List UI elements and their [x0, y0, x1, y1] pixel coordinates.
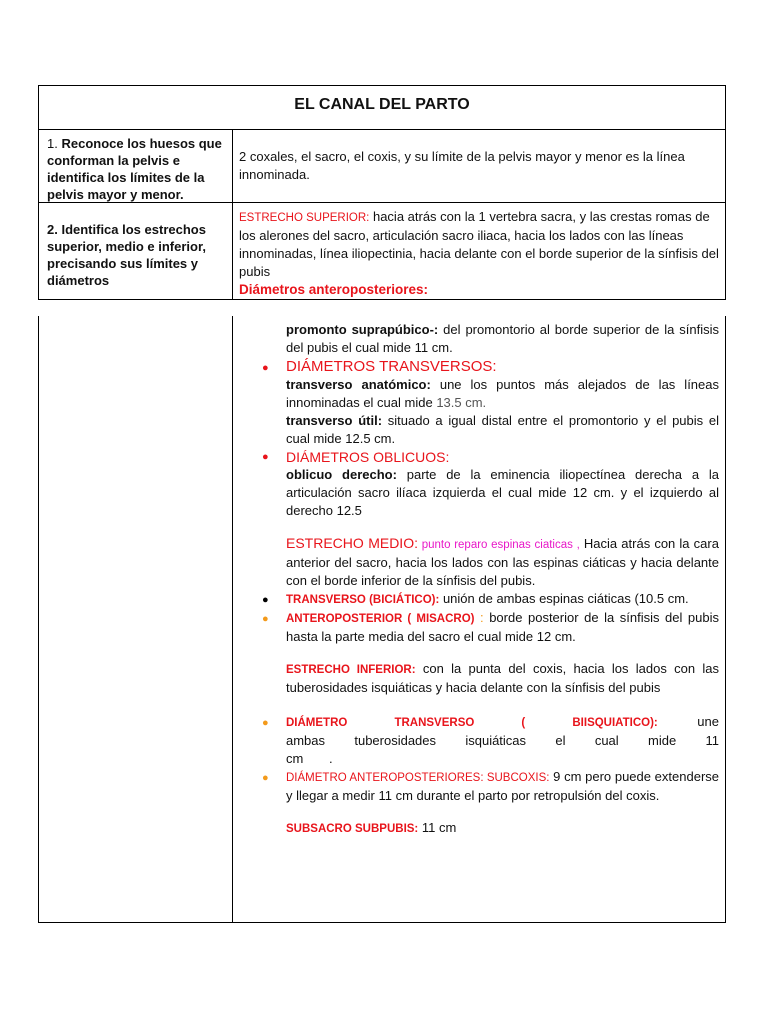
estrecho-medio-label: ESTRECHO MEDIO:: [286, 535, 418, 551]
table-row: [39, 203, 725, 299]
transversos-heading: DIÁMETROS TRANSVERSOS:: [286, 358, 497, 375]
estrecho-superior-paragraph: [239, 208, 719, 281]
answer-cell-2: [233, 203, 725, 299]
list-item: [262, 768, 720, 805]
table-row: [39, 130, 725, 203]
oblicuos-heading: DIÁMETROS OBLICUOS:: [286, 449, 450, 465]
question-cell-1: [39, 130, 233, 202]
estrecho-superior-label: ESTRECHO SUPERIOR:: [239, 212, 370, 224]
list-item: [262, 609, 719, 646]
list-item: [262, 448, 719, 466]
question-number: 1.: [47, 136, 58, 151]
answer-cell-1: [233, 130, 725, 202]
table-continuation: [38, 316, 726, 923]
subcoxis-paragraph: DIÁMETRO ANTEROPOSTERIORES: SUBCOXIS: 9 cm pero puede extenderse y llegar a medir 11 cm durante el parto por retropulsión del coxis.: [286, 769, 720, 803]
bullet-icon: ●: [262, 451, 269, 463]
table-top: [38, 85, 726, 300]
title-row: [39, 86, 725, 130]
misacro-paragraph: ANTEROPOSTERIOR ( MISACRO) : borde posterior de la sínfisis del pubis hasta la parte media del sacro el cual mide 12 cm.: [286, 610, 719, 644]
bullet-icon: ●: [262, 613, 269, 625]
question-text: 2. Identifica los estrechos superior, medio e inferior, precisando sus límites y diámetros: [47, 222, 206, 288]
promonto-label: promonto suprapúbico-:: [286, 322, 439, 337]
bullet-icon: ●: [262, 717, 269, 729]
estrecho-medio-paragraph: ESTRECHO MEDIO: punto reparo espinas ciaticas , Hacia atrás con la cara anterior del sacro, hacia los lados con las espinas ciáticas y hacia delante con el borde inferior de la sínfisis del pubis.: [286, 535, 719, 588]
bullet-icon: ●: [262, 362, 269, 374]
transverso-anatomico-paragraph: transverso anatómico: une los puntos más alejados de las líneas innominadas el cual mide 13.5 cm.: [286, 377, 719, 410]
estrecho-superior-text: hacia atrás con la 1 vertebra sacra, y las crestas romas de los alerones del sacro, articulación sacro iliaca, hacia los lados con las líneas innominadas, línea iliopectinia, hacia delante con el borde superior de la sínfisis del pubis: [239, 209, 719, 279]
list-item: [262, 713, 719, 768]
question-cell-2: [39, 203, 233, 299]
answer-text: 2 coxales, el sacro, el coxis, y su límite de la pelvis mayor y menor es la línea innominada.: [239, 149, 685, 182]
biisquiatico-paragraph: DIÁMETRO TRANSVERSO ( BIISQUIATICO): une ambas tuberosidades isquiáticas el cual mide 11 cm .: [286, 714, 719, 766]
list-item: [262, 358, 719, 376]
question-text: Reconoce los huesos que conforman la pelvis e identifica los límites de la pelvis mayor y menor.: [47, 136, 222, 202]
subsacro-paragraph: SUBSACRO SUBPUBIS: 11 cm: [286, 820, 457, 835]
page-title: EL CANAL DEL PARTO: [294, 96, 470, 113]
promonto-paragraph: promonto suprapúbico-: del promontorio al borde superior de la sínfisis del pubis el cual mide 11 cm.: [286, 322, 719, 355]
transverso-util-paragraph: transverso útil: situado a igual distal entre el promontorio y el pubis el cual mide 12.5 cm.: [286, 413, 720, 446]
bullet-icon: ●: [262, 772, 269, 784]
biciatico-paragraph: TRANSVERSO (BICIÁTICO): unión de ambas espinas ciáticas (10.5 cm.: [286, 591, 689, 606]
column-divider: [232, 316, 233, 922]
estrecho-inferior-paragraph: ESTRECHO INFERIOR: con la punta del coxis, hacia los lados con las tuberosidades isquiáticas y hacia delante con la sínfisis del pubis: [286, 661, 719, 695]
diametros-ap-heading: Diámetros anteroposteriores:: [239, 282, 429, 297]
oblicuo-paragraph: oblicuo derecho: parte de la eminencia iliopectínea derecha a la articulación sacro ilíaca izquierda el cual mide 12 cm. y el izquierdo al derecho 12.5: [286, 467, 719, 518]
bullet-icon: ●: [262, 594, 269, 606]
list-item: [262, 590, 719, 609]
answer-content: [262, 320, 720, 838]
